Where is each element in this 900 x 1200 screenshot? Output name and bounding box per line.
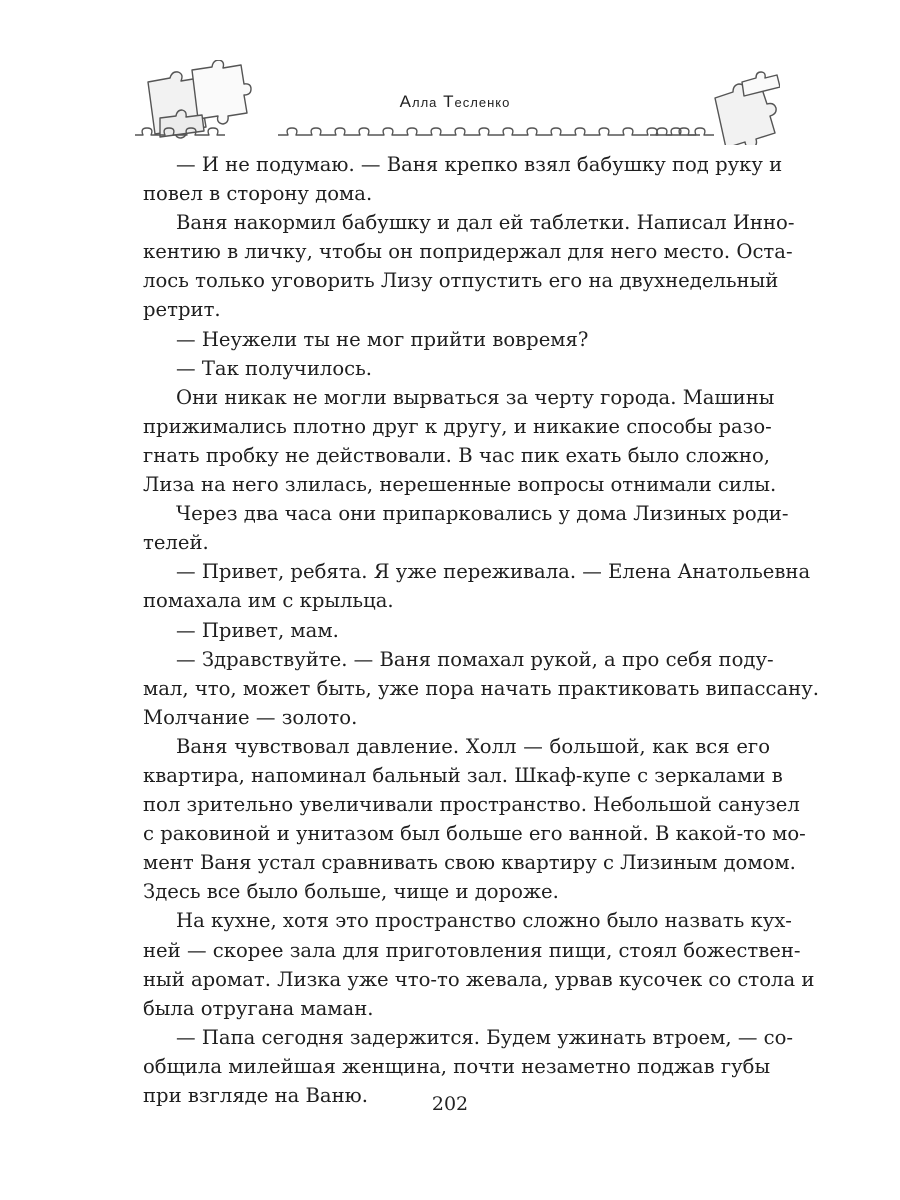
text-line: помахала им с крыльца. — [143, 589, 394, 613]
text-line: Здесь все было больше, чище и дороже. — [143, 880, 559, 904]
text-line: кентию в личку, чтобы он попридержал для него место. Оста- — [143, 240, 793, 264]
body-text — [143, 150, 819, 1110]
text-line: Ваня чувствовал давление. Холл — большой, как вся его — [176, 734, 770, 758]
text-line: — Неужели ты не мог прийти вовремя? — [176, 327, 589, 351]
text-line: повел в сторону дома. — [143, 182, 373, 206]
text-line: гнать пробку не действовали. В час пик ехать было сложно, — [143, 443, 770, 467]
text-line: — Так получилось. — [176, 356, 373, 380]
text-line: телей. — [143, 531, 209, 555]
text-line: Они никак не могли вырваться за черту города. Машины — [176, 385, 775, 409]
text-line: общила милейшая женщина, почти незаметно поджав губы — [143, 1054, 771, 1078]
text-line: — Здравствуйте. — Ваня помахал рукой, а про себя поду- — [176, 647, 774, 671]
running-header — [130, 60, 780, 145]
text-line: Молчание — золото. — [143, 705, 358, 729]
text-line: На кухне, хотя это пространство сложно было назвать кух- — [176, 909, 792, 933]
text-line: прижимались плотно друг к другу, и никакие способы разо- — [143, 414, 772, 438]
text-line: Ваня накормил бабушку и дал ей таблетки. Написал Инно- — [176, 211, 795, 235]
text-line: ретрит. — [143, 298, 221, 322]
text-line: с раковиной и унитазом был больше его ванной. В какой-то мо- — [143, 822, 806, 846]
text-line: — Привет, мам. — [176, 618, 339, 642]
text-line: была отругана маман. — [143, 996, 374, 1020]
author-name: Алла Тесленко — [399, 92, 511, 111]
text-line: квартира, напоминал бальный зал. Шкаф-купе с зеркалами в — [143, 763, 783, 787]
text-line: Через два часа они припарковались у дома Лизиных роди- — [176, 502, 789, 526]
text-line: — Привет, ребята. Я уже переживала. — Елена Анатольевна — [176, 560, 811, 584]
text-line: — И не подумаю. — Ваня крепко взял бабушку под руку и — [176, 153, 783, 176]
text-line: мал, что, может быть, уже пора начать практиковать випассану. — [143, 676, 819, 700]
text-line: ней — скорее зала для приготовления пищи, стоял божествен- — [143, 938, 801, 962]
text-line: ный аромат. Лизка уже что-то жевала, урвав кусочек со стола и — [143, 967, 815, 991]
text-line: — Папа сегодня задержится. Будем ужинать втроем, — со- — [176, 1025, 794, 1049]
text-line: пол зрительно увеличивали пространство. Небольшой санузел — [143, 793, 800, 817]
text-line: при взгляде на Ваню. — [143, 1084, 368, 1107]
page-number: 202 — [431, 1093, 469, 1115]
text-line: лось только уговорить Лизу отпустить его на двухнедельный — [143, 269, 779, 293]
text-line: Лиза на него злилась, нерешенные вопросы отнимали силы. — [143, 473, 777, 497]
text-line: мент Ваня устал сравнивать свою квартиру с Лизиным домом. — [143, 851, 796, 875]
